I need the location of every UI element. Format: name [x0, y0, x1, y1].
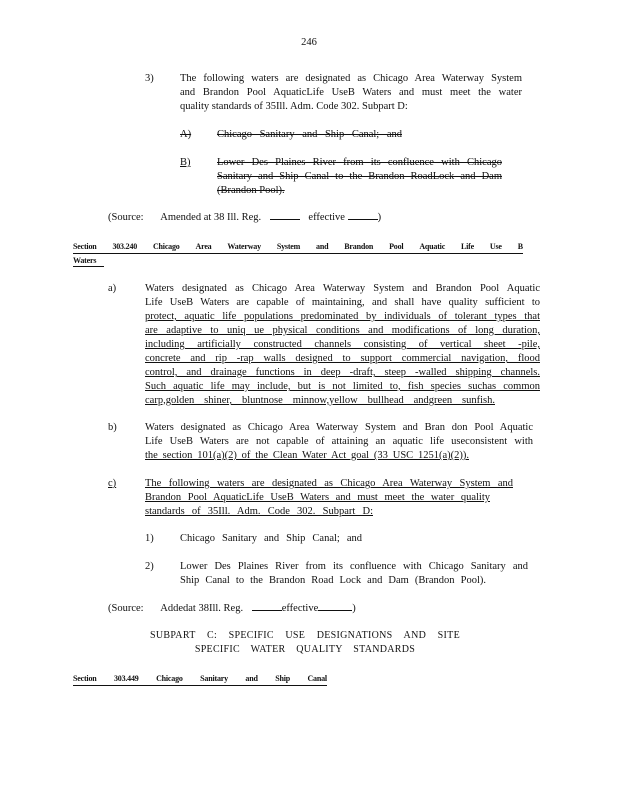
section-303-240-heading: [73, 241, 523, 267]
item-3-sub-b-text: [217, 156, 502, 198]
section-number: 303.240: [112, 242, 138, 251]
item-b-marker: b): [108, 422, 117, 433]
item-c-line: standards of 35Ill. Adm. Code 302. Subpart D:: [145, 506, 373, 517]
item-c-line: Brandon Pool AquaticLife UseB Waters and must meet the water quality: [145, 492, 490, 503]
item-3-line: quality standards of 35Ill. Adm. Code 302. Subpart D:: [180, 101, 408, 112]
section-word: Aquatic: [419, 242, 446, 251]
item-3-sub-b-line: Sanitary and Ship Canal to the Brandon RoadLock and Dam: [217, 171, 502, 182]
item-a-line: protect, aquatic life populations predominated by individuals of tolerant types that: [145, 311, 540, 322]
item-b-line: Waters designated as Chicago Area Waterway System and Bran don Pool Aquatic: [145, 422, 533, 433]
item-c-sub-2-line: Ship Canal to the Brandon Road Lock and Dam (Brandon Pool).: [180, 575, 486, 586]
section-word: and: [316, 242, 329, 251]
section-word: Life: [460, 242, 474, 251]
section-word: Chicago: [152, 242, 180, 251]
item-3-sub-a-line: Chicago Sanitary and Ship Canal; and: [217, 129, 402, 140]
source-effective: effective: [308, 212, 345, 223]
section-number: 303.449: [113, 674, 139, 683]
item-a-line: are adaptive to uniq ue physical conditions and modifications of long duration,: [145, 325, 540, 336]
section-303-449-heading: [73, 673, 327, 686]
item-c-sub-1-marker: 1): [145, 533, 154, 544]
subpart-line-2: SPECIFIC WATER QUALITY STANDARDS: [194, 644, 416, 655]
subpart-line-1: SUBPART C: SPECIFIC USE DESIGNATIONS AND SITE: [150, 630, 460, 641]
source-text: Amended at 38 Ill. Reg.: [160, 212, 262, 223]
section-word: Chicago: [156, 674, 183, 683]
item-a-line: carp,golden shiner, bluntnose minnow,yellow bullhead andgreen sunfish.: [145, 395, 495, 406]
item-c-sub-1-line: Chicago Sanitary and Ship Canal; and: [180, 533, 362, 544]
item-c-sub-1-text: [180, 532, 362, 546]
section-word: Sanitary: [200, 674, 228, 683]
item-a-line: concrete and rip -rap walls designed to support commercial navigation, flood: [145, 353, 540, 364]
item-c-marker: c): [108, 478, 117, 489]
subpart-heading: [150, 629, 460, 657]
item-a-line: Such aquatic life may include, but is not limited to, fish species suchas common: [145, 381, 540, 392]
item-a-text: [145, 282, 540, 408]
item-b-text: [145, 421, 533, 463]
section-word: System: [276, 242, 301, 251]
section-word: and: [245, 674, 258, 683]
item-3-line: and Brandon Pool AquaticLife UseB Waters and must meet the water: [180, 87, 522, 98]
item-b-line: the section 101(a)(2) of the Clean Water Act goal (33 USC 1251(a)(2)).: [145, 450, 469, 461]
item-c-sub-2-line: Lower Des Plaines River from its confluence with Chicago Sanitary and: [180, 561, 528, 572]
source-text: Addedat 38Ill. Reg.: [160, 603, 244, 614]
source-note-1: [108, 211, 381, 225]
item-3-sub-a-marker: A): [180, 129, 192, 140]
section-word: Ship: [275, 674, 290, 683]
section-word: Canal: [307, 674, 327, 683]
item-c-sub-2-marker: 2): [145, 561, 154, 572]
item-3-marker: 3): [145, 73, 154, 84]
item-3-sub-b-marker: B): [180, 157, 191, 168]
section-word: B: [517, 242, 523, 251]
item-a-line: Waters designated as Chicago Area Waterway System and Brandon Pool Aquatic: [145, 283, 540, 294]
source-suffix: ): [377, 212, 382, 223]
section-label: Section: [73, 242, 97, 251]
section-word: Use: [489, 242, 502, 251]
source-note-2: [108, 602, 356, 616]
source-prefix: (Source:: [108, 603, 144, 614]
item-a-line: control, and drainage functions in deep -draft, steep -walled shipping channels.: [145, 367, 540, 378]
section-label: Section: [73, 674, 97, 683]
item-a-marker: a): [108, 283, 117, 294]
item-3-text: [180, 72, 522, 114]
item-3-sub-b-line: Lower Des Plaines River from its confluence with Chicago: [217, 157, 502, 168]
item-b-line: Life UseB Waters are not capable of attaining an aquatic life useconsistent with: [145, 436, 533, 447]
source-prefix: (Source:: [108, 212, 144, 223]
item-c-sub-2-text: [180, 560, 528, 588]
section-word: Waterway: [227, 242, 261, 251]
item-3-line: The following waters are designated as Chicago Area Waterway System: [180, 73, 522, 84]
item-a-line: including artificially constructed channels consisting of vertical sheet -pile,: [145, 339, 540, 350]
page-number: 246: [301, 37, 317, 48]
section-word: Waters: [73, 256, 97, 265]
section-word: Brandon: [344, 242, 374, 251]
item-3-sub-b-line: (Brandon Pool).: [217, 185, 285, 196]
item-3-sub-a-text: [217, 128, 402, 142]
item-a-line: Life UseB Waters are capable of maintaining, and shall have quality sufficient to: [145, 297, 540, 308]
section-word: Pool: [389, 242, 404, 251]
source-suffix: ): [352, 603, 356, 614]
source-effective: effective: [281, 603, 319, 614]
item-c-line: The following waters are designated as Chicago Area Waterway System and: [145, 478, 513, 489]
item-c-text: [145, 477, 513, 519]
section-word: Area: [195, 242, 212, 251]
